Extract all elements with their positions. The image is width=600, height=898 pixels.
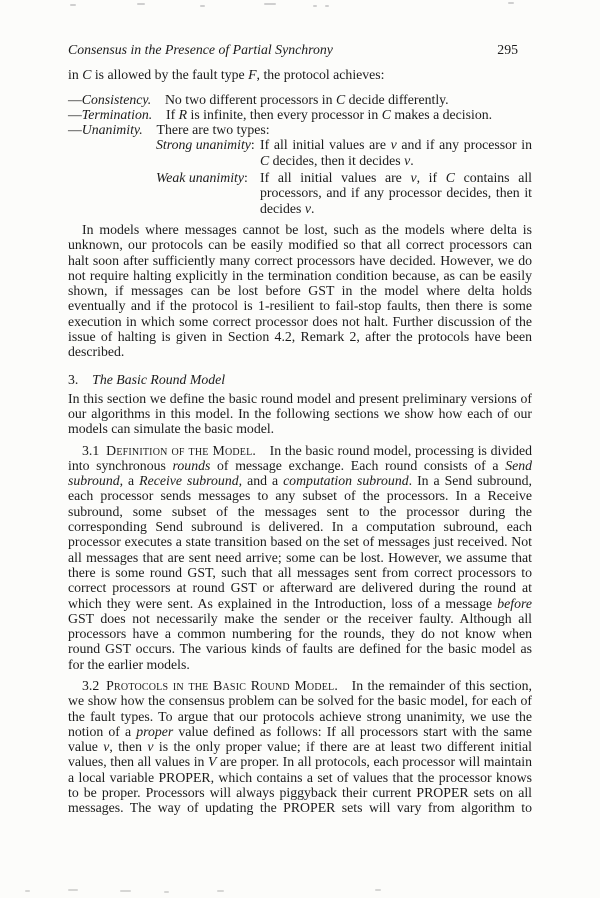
text-run: C (381, 106, 391, 122)
paragraph-section-intro (68, 391, 532, 437)
section-heading (68, 372, 532, 388)
scan-artifact (25, 890, 30, 892)
text-run: 3. (68, 371, 93, 387)
text-run: 3.1 (82, 442, 107, 458)
text-run: — (68, 106, 82, 122)
text-run: No two different processors in (151, 91, 336, 107)
text-run: If all initial values are (260, 137, 391, 153)
text-run: makes a decision. (390, 106, 493, 122)
paragraph-protocols (68, 678, 532, 816)
text-run: Definition of the Model (106, 442, 253, 458)
running-head (68, 42, 532, 57)
text-run: Receive subround (139, 473, 239, 489)
text-run: Weak unanimity (156, 170, 245, 186)
text-run: C (82, 67, 92, 83)
scan-artifact (325, 5, 329, 7)
scan-artifact (313, 5, 317, 7)
text-run: and if any processor in (396, 137, 532, 153)
text-run: C (336, 91, 346, 107)
list-item-termination (68, 107, 532, 122)
scan-artifact (120, 890, 131, 892)
text-run: rounds (172, 457, 211, 473)
text-run: C (445, 170, 455, 186)
text-run: — (68, 122, 82, 138)
text-run: F (248, 67, 257, 83)
paragraph-models (68, 222, 532, 360)
scan-artifact (200, 5, 205, 7)
text-run: Termination. (81, 106, 153, 122)
properties-list (68, 92, 532, 216)
list-item-consistency (68, 92, 532, 107)
text-run: is the only proper value; if there are at least two different initial values, then all values in (68, 739, 533, 770)
scan-artifact (70, 4, 76, 6)
text-run: R (178, 106, 188, 122)
paragraph-intro (68, 67, 532, 82)
text-run: is infinite, then every processor in (187, 106, 382, 122)
text-run: . (410, 152, 414, 168)
text-run: of message exchange. Each round consists of a (210, 457, 506, 473)
text-run: In this section we define the basic round model and present preliminary versions of our algorithms in this model. In the following sections we show how each of our models can simulate the basic model. (68, 390, 532, 437)
scan-artifact (508, 2, 514, 4)
text-run: v (147, 739, 154, 755)
text-run: If (152, 106, 179, 122)
text-run: decide differently. (345, 91, 449, 107)
text-run: , and a (238, 473, 284, 489)
text-run: Consistency. (81, 91, 152, 107)
weak-unanimity-label (156, 170, 260, 216)
text-run: v (103, 739, 110, 755)
text-run: Strong unanimity (156, 137, 251, 153)
text-run: , then (109, 739, 148, 755)
scan-artifact (375, 889, 381, 891)
text-run: V (208, 754, 217, 770)
text-run: In models where messages cannot be lost, such as the models where delta is unknown, our protocols can be easily modified so that all correct processors can halt soon after sufficiently many correct processors have decided. However, we do not require halting explicitly in the termination condition because, as can be easily shown, if messages can be lost before GST in the model where delta holds eventually and if the protocol is 1-resilient to fail-stop faults, then there is some execution in which some correct processor does not halt. Further discussion of the issue of halting is given in Section 4.2, Remark 2, after the protocols have been described. (68, 221, 532, 360)
scan-artifact (137, 3, 145, 5)
text-run: GST does not necessarily make the sender or the receiver faulty. Although all processors have a common numbering for the rounds, they do not know when round GST occurs. The various kinds of faults are defined for the basic model as for the earlier models. (68, 610, 532, 672)
text-run: . In the basic round model, processing is divided into synchronous (68, 442, 532, 473)
text-run: There are two types: (142, 122, 270, 138)
scan-artifact (217, 890, 224, 892)
running-head-title: Consensus in the Presence of Partial Synchrony (68, 42, 333, 57)
text-run: — (68, 91, 82, 107)
text-run: before (497, 595, 532, 611)
text-run: in (68, 67, 83, 83)
text-run: v (404, 152, 411, 168)
text-run: , if (416, 170, 446, 186)
text-run: Send subround (68, 457, 533, 489)
strong-unanimity-text (260, 137, 532, 168)
page-number: 295 (497, 42, 518, 57)
text-run: , a (119, 473, 140, 489)
text-run: The Basic Round Model (92, 371, 226, 387)
text-run: decides, then it decides (269, 152, 405, 168)
text-run: v (410, 170, 417, 186)
scan-artifact (164, 891, 169, 893)
text-run: Unanimity. (81, 122, 143, 138)
text-run: . In a Send subround, each processor sends messages to any subset of the processors. In a Receive subround, some subset of the messages sent to the processor during the corresponding Send subround is delivered. In a computation subround, each processor executes a state transition based on the set of messages just received. Not all messages that are sent need arrive; some can be lost. However, we assume that there is some round GST, such that all messages sent from correct processors to correct processors at round GST or afterward are delivered during the round at which they were sent. As explained in the Introduction, loss of a message (68, 473, 533, 611)
text-run: are proper. In all protocols, each processor will maintain a local variable PROPER, which contains a set of values that the processor knows to be proper. Processors will always piggyback their current PROPER sets on all messages. The way of updating the PROPER sets will vary from algorithm to (68, 754, 533, 816)
scan-artifact (68, 889, 78, 891)
text-run: , the protocol achieves: (256, 67, 385, 83)
strong-unanimity-label (156, 137, 260, 168)
text-run: contains all processors, and if any processor decides, then it decides (260, 170, 532, 216)
scan-artifact (264, 3, 276, 5)
text-run: C (260, 152, 270, 168)
text-run: value defined as follows: If all processors start with the same value (68, 723, 532, 755)
text-run: is allowed by the fault type (91, 67, 249, 83)
text-run: proper (136, 723, 174, 739)
list-subitem-weak-unanimity (156, 170, 532, 216)
text-run: . (310, 200, 315, 216)
paragraph-definition-of-model (68, 443, 532, 672)
text-run: 3.2 (82, 677, 107, 693)
text-run: : (250, 137, 255, 153)
list-item-unanimity (68, 122, 532, 137)
page-body (68, 67, 532, 815)
text-run: Protocols in the Basic Round Model (106, 677, 335, 693)
text-run: . In the remainder of this section, we show how the consensus problem can be solved for the basic model, for each of the fault types. To argue that our protocols achieve strong unanimity, we use the notion of a (68, 677, 532, 739)
weak-unanimity-text (260, 170, 532, 216)
text-run: : (244, 170, 248, 186)
text-run: If all initial values are (260, 170, 411, 186)
text-run: computation subround (283, 473, 409, 489)
text-run: v (304, 200, 311, 216)
list-subitem-strong-unanimity (156, 137, 532, 168)
text-run: v (390, 137, 397, 153)
